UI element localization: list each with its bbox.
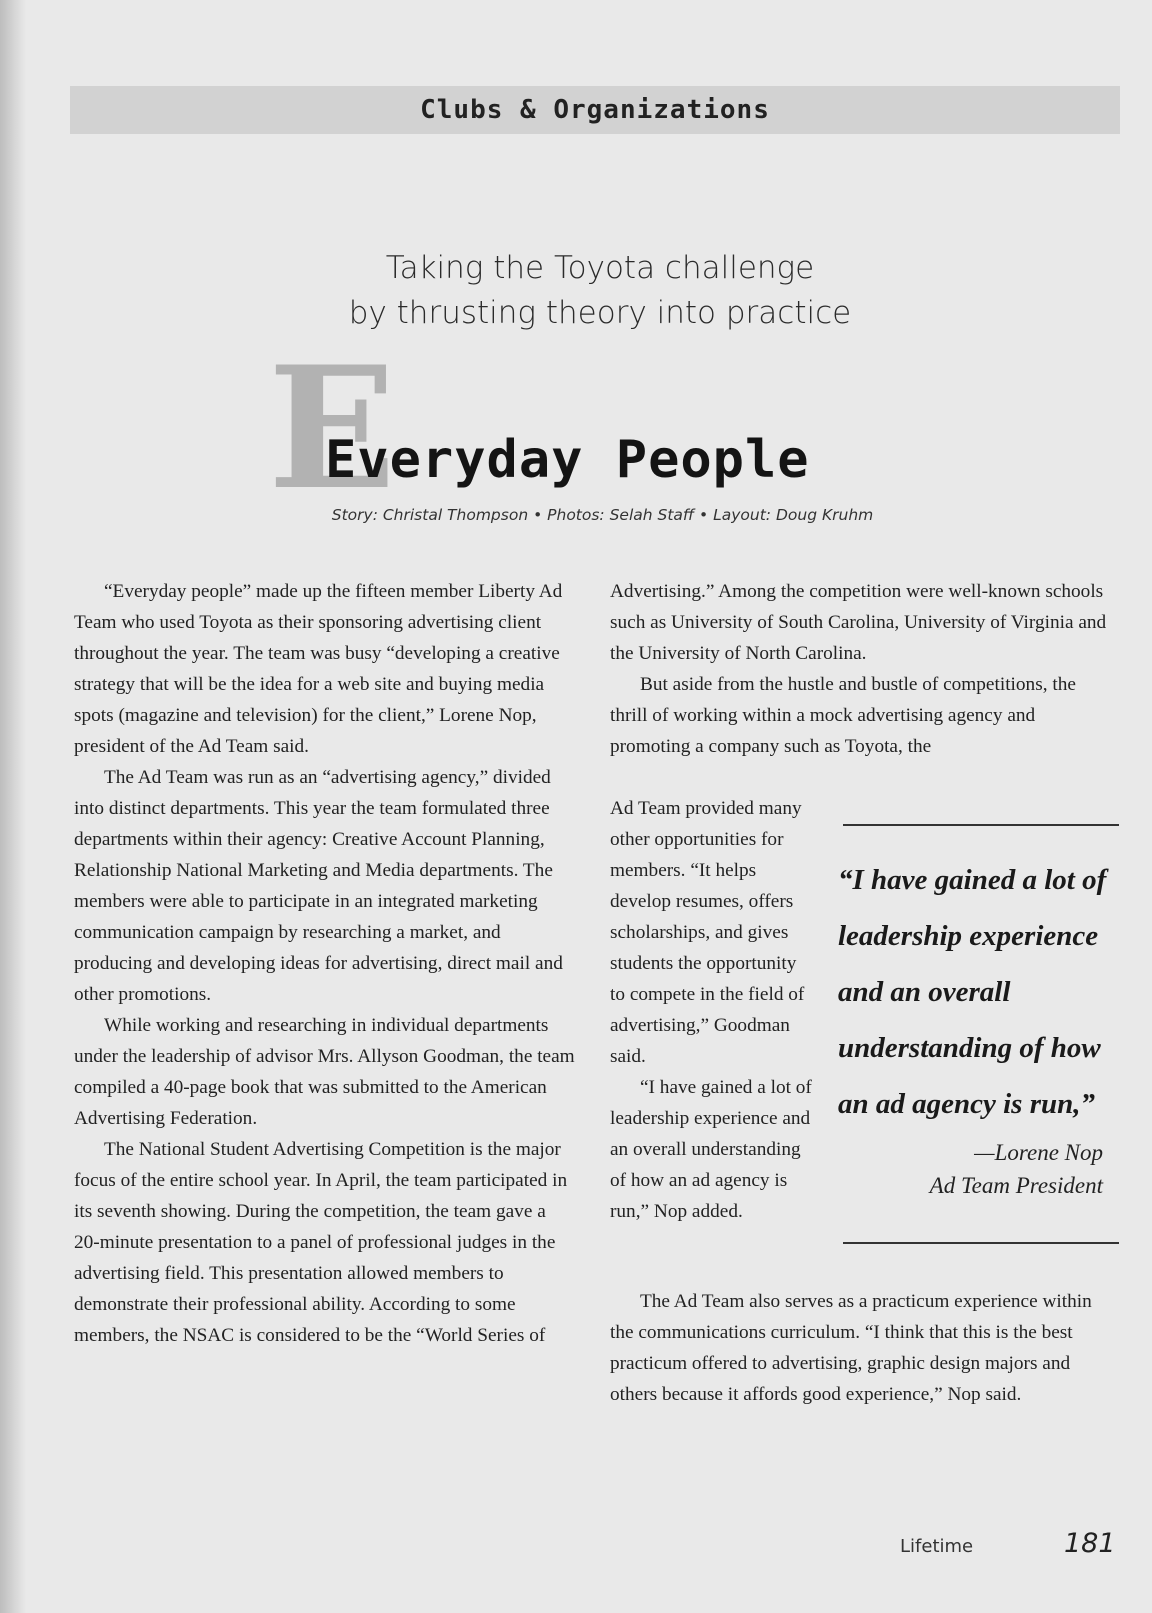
paragraph: The National Student Advertising Competition is the major focus of the entire school year. In April, the team participated in its seventh showing. During the competition, the team gave a 20-minute presentation to a panel of professional judges in the advertising field. This presentation allowed members to demonstrate their professional ability. According to some members, the NSAC is considered to be the “World Series of [74, 1139, 568, 1346]
publication-name: Lifetime [900, 1536, 974, 1557]
article-credits: Story: Christal Thompson • Photos: Selah Staff • Layout: Doug Kruhm [331, 506, 874, 524]
paragraph: The Ad Team also serves as a practicum experience within the communications curriculum. “I think that this is the best practicum offered to advertising, graphic design majors and others because it affords good experience,” Nop said. [610, 1291, 1092, 1405]
pull-quote-bottom-rule [843, 1242, 1119, 1244]
body-column-right-top [610, 576, 1115, 762]
page-edge-shadow [0, 0, 26, 1613]
section-header-bar [70, 86, 1120, 134]
paragraph: “Everyday people” made up the fifteen member Liberty Ad Team who used Toyota as their sponsoring advertising client throughout the year. The team was busy “developing a creative strategy that will be the idea for a web site and buying media spots (magazine and television) for the client,” Lorene Nop, president of the Ad Team said. [74, 581, 563, 757]
pull-quote-top-rule [843, 824, 1119, 826]
pull-quote-name: —Lorene Nop [974, 1140, 1103, 1165]
pull-quote: “I have gained a lot of leadership experience and an overall understanding of how an ad agency is run,” [838, 864, 1107, 1120]
body-column-left [74, 576, 576, 1351]
paragraph: Advertising.” Among the competition were well-known schools such as University of South Carolina, University of Virginia and the University of North Carolina. [610, 581, 1107, 664]
article-headline: Everyday People [325, 430, 810, 490]
section-title: Clubs & Organizations [420, 95, 770, 125]
paragraph: While working and researching in individual departments under the leadership of advisor Mrs. Allyson Goodman, the team compiled a 40-page book that was submitted to the American Advertising Federation. [74, 1015, 575, 1129]
page-number: 181 [1064, 1528, 1116, 1559]
pull-quote-title: Ad Team President [929, 1173, 1103, 1198]
body-column-right-narrow [610, 793, 815, 1227]
paragraph: The Ad Team was run as an “advertising agency,” divided into distinct departments. This year the team formulated three departments within their agency: Creative Account Planning, Relationship National Marketing and Media departments. The members were able to participate in an integrated marketing communication campaign by researching a market, and producing and developing ideas for advertising, direct mail and other promotions. [74, 767, 563, 1005]
subtitle-line-1: Taking the Toyota challenge [385, 250, 815, 286]
paragraph: But aside from the hustle and bustle of competitions, the thrill of working within a mock advertising agency and promoting a company such as Toyota, the [610, 674, 1076, 757]
subtitle-line-2: by thrusting theory into practice [348, 295, 852, 331]
paragraph: Ad Team provided many other opportunities for members. “It helps develop resumes, offers scholarships, and gives students the opportunity to compete in the field of advertising,” Goodman said. [610, 798, 805, 1067]
paragraph: “I have gained a lot of leadership experience and an overall understanding of how an ad agency is run,” Nop added. [610, 1077, 812, 1222]
body-column-right-bottom [610, 1286, 1115, 1410]
article-subtitle [300, 246, 900, 336]
pull-quote-attribution [843, 1136, 1103, 1202]
decorative-drop-letter: E [268, 329, 397, 527]
